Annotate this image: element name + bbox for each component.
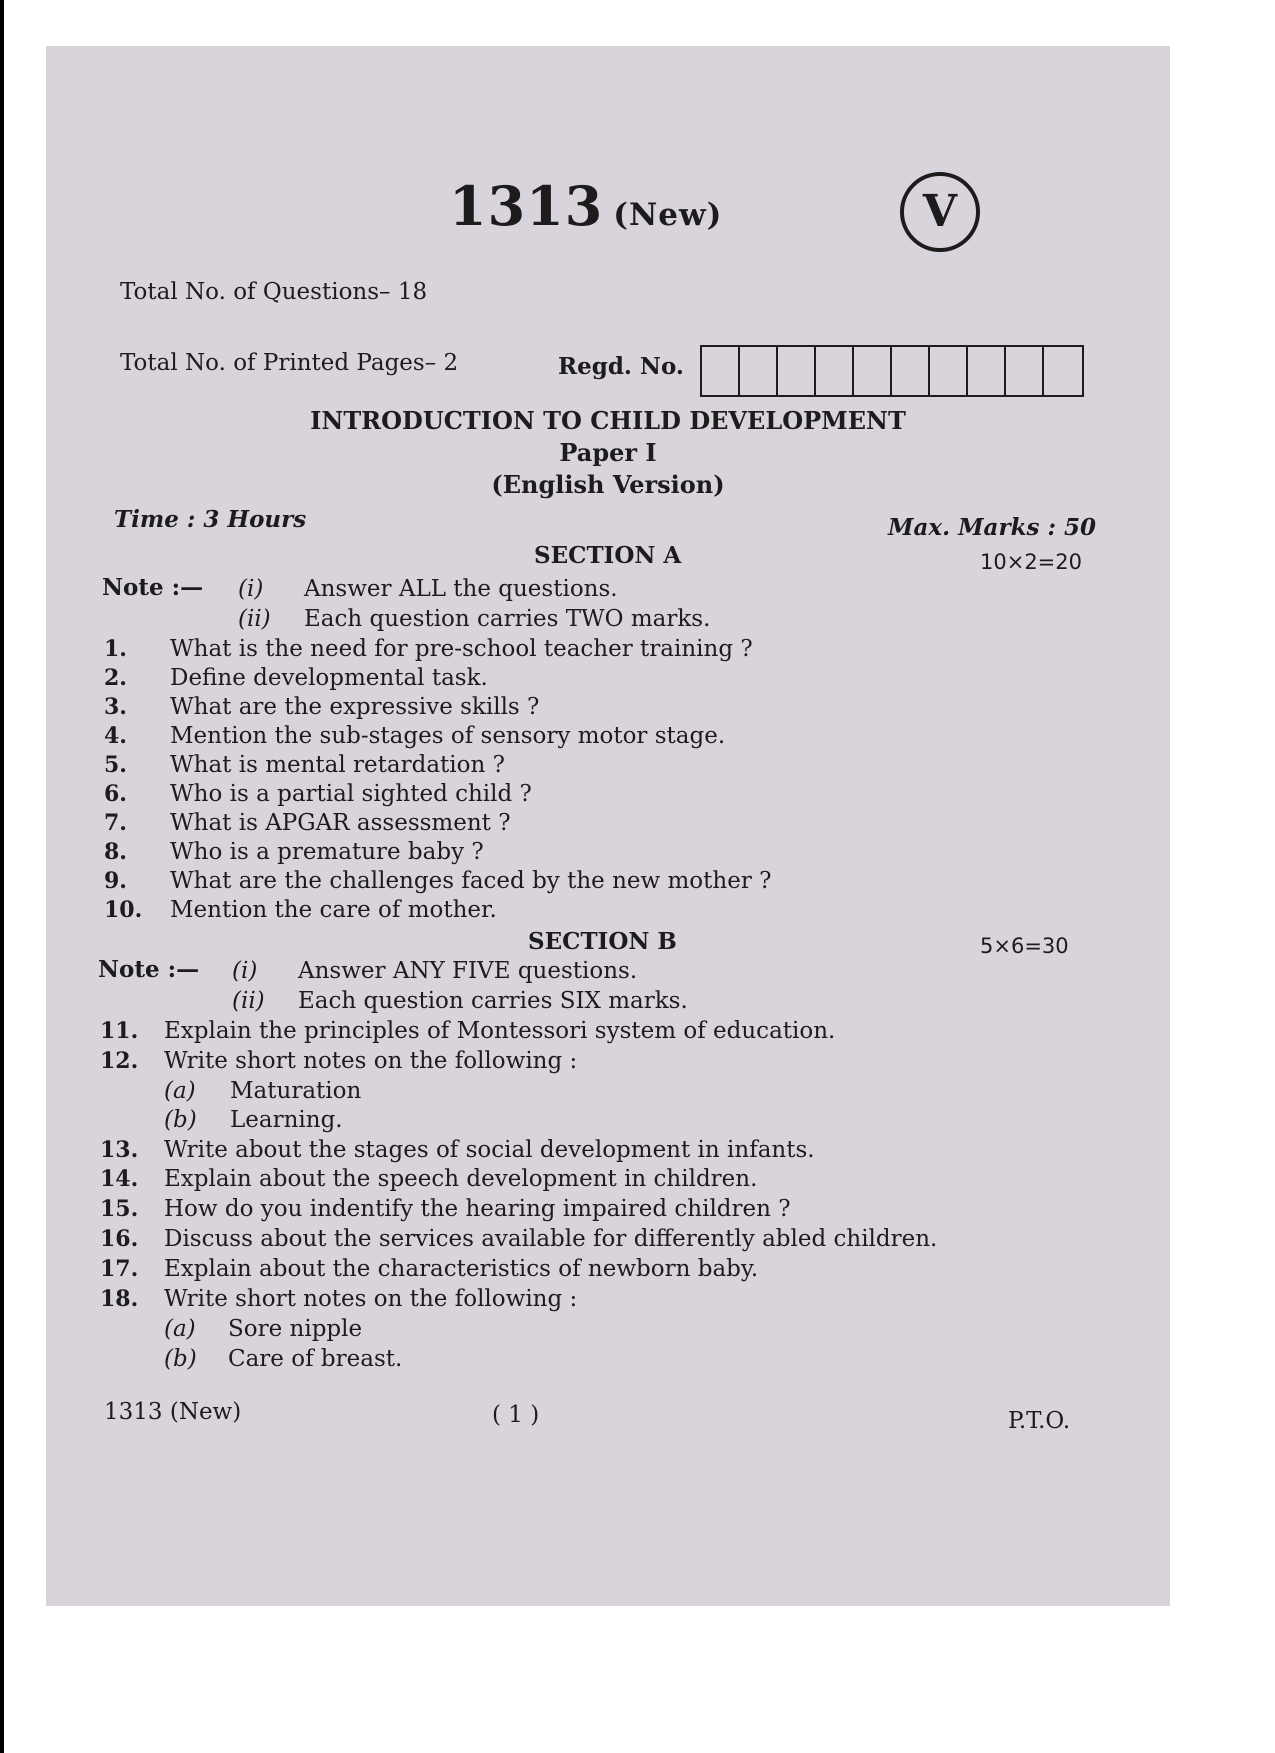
section-a-heading: SECTION A	[534, 542, 682, 569]
total-questions: Total No. of Questions– 18	[120, 279, 428, 305]
sub-question-letter: (a)	[164, 1316, 196, 1342]
page-left-edge	[0, 0, 4, 1753]
version-circle-badge: V	[900, 172, 980, 252]
regd-digit-box	[892, 347, 930, 395]
regd-digit-box	[816, 347, 854, 395]
section-b-note-label: Note :—	[98, 956, 200, 983]
regd-digit-box	[740, 347, 778, 395]
question-text: Write short notes on the following :	[164, 1286, 578, 1312]
question-number: 2.	[104, 665, 127, 691]
question-text: Who is a partial sighted child ?	[170, 781, 532, 807]
page-number: ( 1 )	[492, 1402, 540, 1428]
question-text: Who is a premature baby ?	[170, 839, 484, 865]
note-number: (i)	[238, 576, 264, 602]
section-a-marks: 10×2=20	[980, 550, 1082, 574]
subject-title: INTRODUCTION TO CHILD DEVELOPMENT	[310, 406, 906, 435]
question-number: 13.	[100, 1137, 139, 1163]
time-duration: Time : 3 Hours	[114, 506, 307, 533]
note-text: Each question carries SIX marks.	[298, 988, 688, 1014]
question-number: 8.	[104, 839, 127, 865]
question-text: Explain the principles of Montessori system of education.	[164, 1018, 836, 1044]
regd-no-label: Regd. No.	[558, 353, 684, 380]
paper-code-suffix: (New)	[613, 197, 723, 233]
question-number: 11.	[100, 1018, 139, 1044]
sub-question-text: Learning.	[230, 1107, 343, 1133]
sub-question-letter: (a)	[164, 1078, 196, 1104]
question-text: Mention the care of mother.	[170, 897, 497, 923]
question-number: 3.	[104, 694, 127, 720]
note-number: (ii)	[238, 606, 271, 632]
footer-paper-code: 1313 (New)	[104, 1399, 242, 1425]
question-number: 16.	[100, 1226, 139, 1252]
question-number: 18.	[100, 1286, 139, 1312]
question-number: 14.	[100, 1166, 139, 1192]
question-number: 12.	[100, 1048, 139, 1074]
question-text: How do you indentify the hearing impaired children ?	[164, 1196, 791, 1222]
question-number: 1.	[104, 636, 127, 662]
sub-question-text: Care of breast.	[228, 1346, 403, 1372]
question-number: 6.	[104, 781, 127, 807]
question-number: 7.	[104, 810, 127, 836]
regd-digit-box	[778, 347, 816, 395]
question-number: 17.	[100, 1256, 139, 1282]
note-text: Each question carries TWO marks.	[304, 606, 711, 632]
question-text: Discuss about the services available for differently abled children.	[164, 1226, 938, 1252]
paper-code: 1313 (New)	[449, 174, 723, 238]
question-number: 10.	[104, 897, 143, 923]
please-turn-over: P.T.O.	[1008, 1408, 1071, 1434]
paper-number: Paper I	[559, 438, 657, 467]
note-number: (ii)	[232, 988, 265, 1014]
question-text: Write short notes on the following :	[164, 1048, 578, 1074]
question-text: Mention the sub-stages of sensory motor stage.	[170, 723, 726, 749]
question-text: Write about the stages of social development in infants.	[164, 1137, 815, 1163]
version-label: (English Version)	[491, 470, 725, 499]
regd-digit-box	[1044, 347, 1082, 395]
regd-digit-box	[968, 347, 1006, 395]
regd-digit-box	[1006, 347, 1044, 395]
sub-question-text: Maturation	[230, 1078, 362, 1104]
question-number: 5.	[104, 752, 127, 778]
regd-no-boxes	[700, 345, 1084, 397]
sub-question-letter: (b)	[164, 1346, 197, 1372]
question-text: What is mental retardation ?	[170, 752, 505, 778]
total-printed-pages: Total No. of Printed Pages– 2	[120, 350, 459, 376]
question-number: 4.	[104, 723, 127, 749]
question-text: Explain about the characteristics of newborn baby.	[164, 1256, 759, 1282]
question-text: Define developmental task.	[170, 665, 488, 691]
section-b-marks: 5×6=30	[980, 934, 1069, 958]
question-text: What are the expressive skills ?	[170, 694, 540, 720]
note-text: Answer ALL the questions.	[304, 576, 618, 602]
question-text: What is APGAR assessment ?	[170, 810, 511, 836]
section-a-note-label: Note :—	[102, 574, 204, 601]
sub-question-text: Sore nipple	[228, 1316, 363, 1342]
section-b-heading: SECTION B	[528, 928, 677, 955]
regd-digit-box	[930, 347, 968, 395]
regd-digit-box	[702, 347, 740, 395]
max-marks: Max. Marks : 50	[888, 514, 1096, 541]
question-number: 15.	[100, 1196, 139, 1222]
note-number: (i)	[232, 958, 258, 984]
exam-paper-sheet	[46, 46, 1170, 1606]
note-text: Answer ANY FIVE questions.	[298, 958, 638, 984]
question-text: Explain about the speech development in children.	[164, 1166, 758, 1192]
sub-question-letter: (b)	[164, 1107, 197, 1133]
question-text: What is the need for pre-school teacher training ?	[170, 636, 753, 662]
question-number: 9.	[104, 868, 127, 894]
question-text: What are the challenges faced by the new mother ?	[170, 868, 772, 894]
regd-digit-box	[854, 347, 892, 395]
